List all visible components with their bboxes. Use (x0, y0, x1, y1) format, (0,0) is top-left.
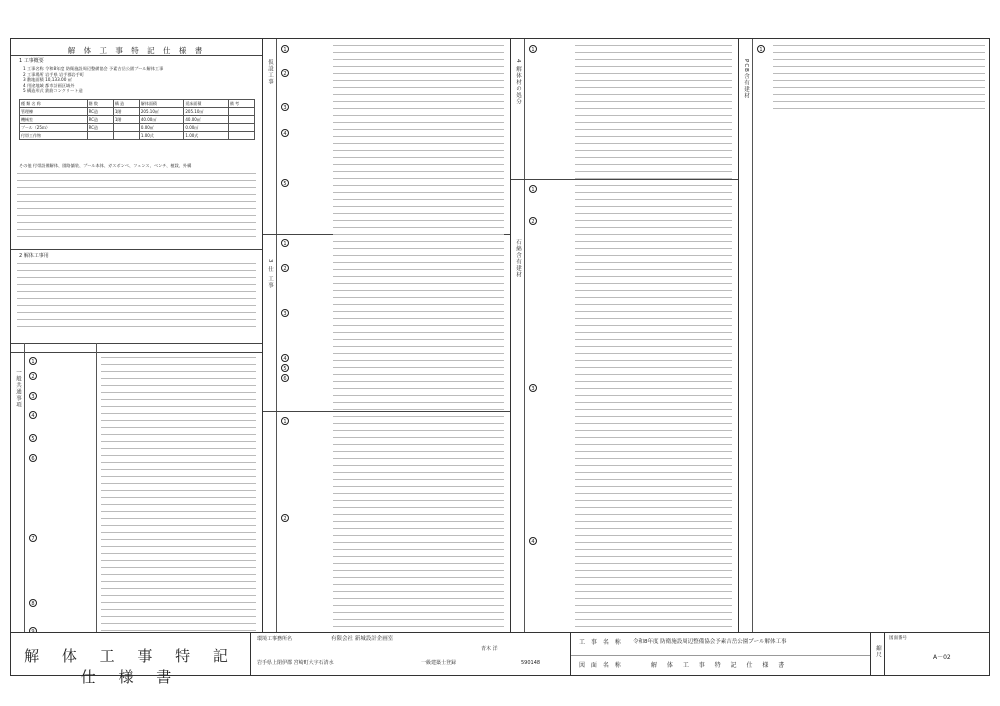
section-work-title: 3 仕 工事 (267, 259, 273, 289)
overview-note: その他 付帯設備解体、園路舗装、プール本体、ガスボンベ、フェンス、ベンチ、植栽、外構 (19, 163, 192, 168)
item-number: 5 (281, 364, 289, 372)
table-header: 種 類 名 称 (20, 100, 88, 108)
blank-lines (17, 173, 256, 243)
table-cell: 管理棟 (20, 108, 88, 116)
item-number: 2 (281, 69, 289, 77)
item-number: 4 (281, 354, 289, 362)
table-cell: 0.00㎡ (184, 124, 229, 132)
table-header: 階 数 (87, 100, 113, 108)
construction-column (263, 39, 511, 675)
table-cell: 0.00㎡ (139, 124, 184, 132)
item-number: 1 (529, 45, 537, 53)
table-row (20, 108, 255, 116)
item-number: 1 (757, 45, 765, 53)
section-disposal-title: 4 解体材の処分 (515, 59, 521, 106)
sheet-label: 図面番号 (889, 636, 907, 641)
construction-label: 仮設工事 (267, 59, 273, 85)
spec-lines (101, 357, 256, 672)
title-block (10, 632, 990, 686)
section-overview-title: 1 工事概要 (19, 58, 44, 64)
pcb-column (739, 39, 991, 675)
table-row (20, 132, 255, 140)
asbestos-column (511, 39, 739, 675)
table-cell: 機械室 (20, 116, 88, 124)
blank-lines (17, 263, 256, 333)
spec-lines (773, 45, 985, 115)
table-row (20, 116, 255, 124)
general-label: 一般共通事項 (15, 369, 21, 408)
table-cell (228, 132, 254, 140)
registration-label: 一級建築士登録 (421, 660, 457, 666)
table-cell (228, 124, 254, 132)
overview-column (11, 39, 263, 675)
table-header-row (20, 100, 255, 108)
item-number: 2 (529, 217, 537, 225)
table-cell (87, 132, 113, 140)
table-cell: プール（25ｍ） (20, 124, 88, 132)
item-number: 6 (281, 374, 289, 382)
overview-list (23, 66, 253, 94)
table-cell: 付帯工作物 (20, 132, 88, 140)
item-number: 6 (29, 454, 37, 462)
overview-item: 3 敷地面積 10,133.00 ㎡ (23, 77, 72, 83)
table-cell: RC造 (87, 116, 113, 124)
item-number: 1 (281, 417, 289, 425)
table-header: 解体面積 (139, 100, 184, 108)
construction-band (263, 39, 277, 675)
table-row (20, 124, 255, 132)
drawing-name: 解 体 工 事 特 記 仕 様 書 (651, 662, 789, 669)
overview-item: 4 用途地域 都市計画区域外 (23, 82, 75, 88)
table-cell (113, 132, 139, 140)
table-cell: 1階 (113, 116, 139, 124)
registration-number: 590148 (521, 660, 541, 666)
spec-sheet (10, 38, 990, 676)
table-cell: 205.10㎡ (184, 108, 229, 116)
table-header: 備 考 (228, 100, 254, 108)
office-cell (251, 633, 571, 675)
table-cell (228, 116, 254, 124)
overview-item: 5 構造形式 鉄筋コンクリート造 (23, 88, 83, 94)
item-number: 3 (281, 103, 289, 111)
pcb-band (739, 39, 753, 675)
asbestos-label: 石綿含有建材 (515, 239, 521, 278)
table-header: 構 造 (113, 100, 139, 108)
item-number: 2 (29, 372, 37, 380)
item-number: 1 (29, 357, 37, 365)
item-number: 1 (529, 185, 537, 193)
sheet-title: 解 体 工 事 特 記 仕 様 書 (67, 46, 206, 55)
item-number: 7 (29, 534, 37, 542)
pcb-label: PCB含有建材 (743, 59, 749, 99)
table-cell: RC造 (87, 108, 113, 116)
sheet-cell (885, 633, 991, 675)
architect-name: 青木 洋 (481, 646, 498, 652)
project-label: 工 事 名 称 (579, 639, 623, 646)
office-label: 環境工事務所名 (257, 636, 293, 642)
table-header: 延床面積 (184, 100, 229, 108)
item-number: 4 (29, 411, 37, 419)
table-cell: 1階 (113, 108, 139, 116)
sheet-number: A－02 (933, 654, 951, 661)
spec-lines (333, 45, 504, 675)
table-cell: 205.10㎡ (139, 108, 184, 116)
table-cell: 40.00㎡ (184, 116, 229, 124)
item-number: 1 (281, 45, 289, 53)
item-number: 4 (281, 129, 289, 137)
item-number: 2 (281, 264, 289, 272)
item-number: 3 (29, 392, 37, 400)
item-number: 2 (281, 514, 289, 522)
office-name: 有限会社 新城設計企画室 (331, 636, 394, 642)
scale-label: 縮尺 (875, 645, 881, 658)
section-demolition-title: 2 解体工事用 (19, 253, 49, 259)
overview-item: 1 工事名称 令和8年度 防衛施設周辺整備協会 予素吉岳公園プール解体工事 (23, 66, 164, 71)
overview-item: 2 工事場所 岩手県 岩手郡岩手町 (23, 71, 85, 77)
office-address: 岩手県上閉伊郡 宮崎町大字石清水 (257, 660, 334, 666)
table-cell: 1.00式 (139, 132, 184, 140)
table-cell (228, 108, 254, 116)
asbestos-band (511, 39, 525, 675)
item-number: 5 (281, 179, 289, 187)
item-number: 1 (281, 239, 289, 247)
item-number: 3 (281, 309, 289, 317)
item-number: 5 (29, 434, 37, 442)
table-cell: RC造 (87, 124, 113, 132)
project-cell (571, 633, 871, 675)
table-cell (113, 124, 139, 132)
drawing-label: 図 面 名 称 (579, 662, 623, 669)
item-number: 8 (29, 599, 37, 607)
table-cell: 1.00式 (184, 132, 229, 140)
footer-title: 解 体 工 事 特 記 仕 様 書 (24, 647, 237, 686)
item-number: 3 (529, 384, 537, 392)
project-name: 令和8年度 防衛施設周辺整備協会予素吉岳公園プール解体工事 (633, 639, 787, 645)
footer-title-cell (11, 633, 251, 686)
spec-lines (575, 45, 732, 675)
table-cell: 40.00㎡ (139, 116, 184, 124)
item-number: 4 (529, 537, 537, 545)
building-table (19, 99, 255, 140)
scale-cell (871, 633, 885, 675)
